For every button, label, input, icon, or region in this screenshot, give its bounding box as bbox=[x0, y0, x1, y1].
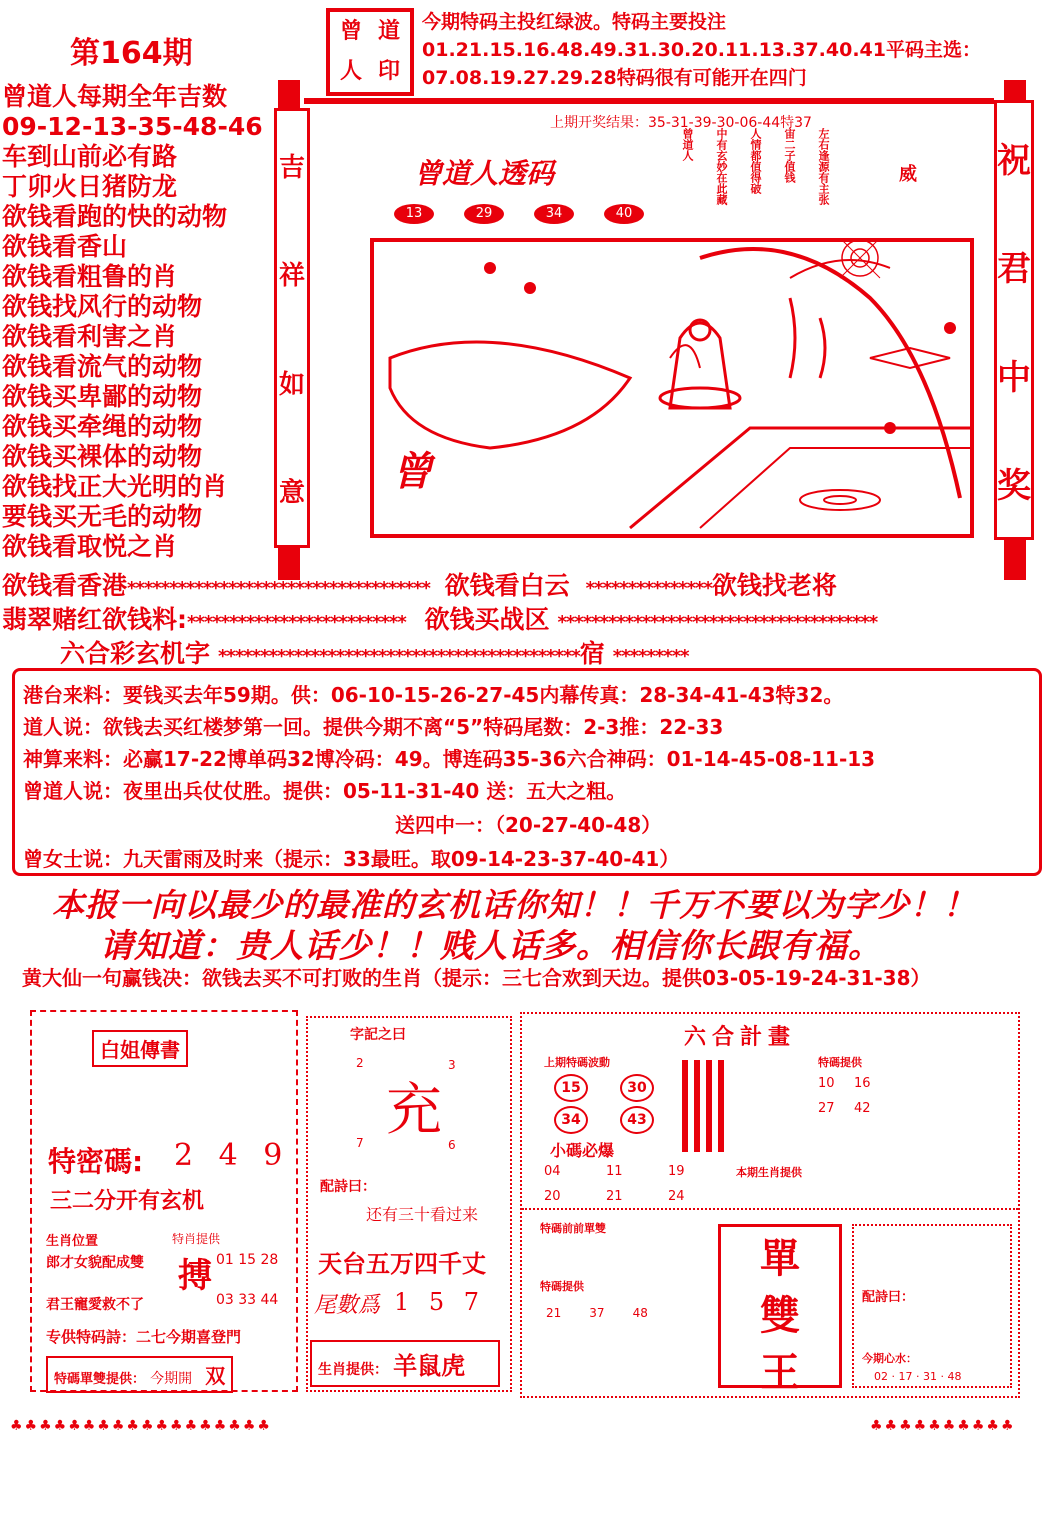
hint-label: 特肖提供 bbox=[172, 1232, 221, 1246]
poem-tail-label: 今期心水： bbox=[862, 1352, 917, 1365]
odd-even-label: 特碼前前單雙 bbox=[540, 1222, 606, 1235]
small-num: 19 bbox=[668, 1164, 685, 1179]
list-item: 欲钱看取悦之肖 bbox=[2, 532, 178, 561]
clue: 郎才女貌配成雙 bbox=[46, 1255, 144, 1271]
pillar-char: 如 bbox=[278, 369, 305, 400]
small-num: 21 bbox=[606, 1189, 623, 1204]
wave-num: 34 bbox=[554, 1106, 588, 1134]
special-num: 16 bbox=[854, 1076, 871, 1091]
hint-nums: 03 33 44 bbox=[216, 1292, 279, 1308]
list-item: 欲钱买裸体的动物 bbox=[2, 442, 203, 471]
clue-text: 六合彩玄机字 bbox=[60, 639, 211, 668]
slogan-line: 请知道：贵人话少！！贱人话多。相信你长跟有福。 bbox=[100, 926, 882, 965]
list-item: 欲钱看粗鲁的肖 bbox=[2, 262, 178, 291]
riddle: 三二分开有玄机 bbox=[50, 1189, 205, 1214]
wave-num: 30 bbox=[620, 1074, 654, 1102]
ball-number: 13 bbox=[394, 204, 434, 224]
last-wave-label: 上期特碼波動 bbox=[544, 1056, 610, 1069]
provide-nums bbox=[546, 1306, 648, 1320]
clue-text: 欲钱看白云 bbox=[444, 571, 570, 600]
small-num: 11 bbox=[606, 1164, 623, 1179]
zodiac-value: 羊鼠虎 bbox=[393, 1352, 466, 1380]
poster-balls bbox=[394, 204, 644, 224]
corner-num: 3 bbox=[448, 1058, 456, 1072]
list-item: 欲钱看跑的快的动物 bbox=[2, 202, 228, 231]
list-item: 欲钱买牵绳的动物 bbox=[2, 412, 203, 441]
left-pillar bbox=[274, 108, 310, 548]
huang-da-xian-line: 黄大仙一句赢钱决：欲钱去买不可打败的生肖（提示：三七合欢到天边。提供03-05-19-24-31-38） bbox=[22, 966, 931, 990]
provide-num: 21 bbox=[546, 1306, 562, 1320]
list-item: 欲钱看利害之肖 bbox=[2, 322, 178, 351]
panel-left bbox=[30, 1010, 298, 1392]
clue-text: 欲钱看香港 bbox=[2, 571, 128, 600]
odd-even-value: 双 bbox=[205, 1364, 226, 1388]
side-text: 宙二子值钱 bbox=[783, 128, 796, 183]
side-text: 中有玄妙在此藏 bbox=[715, 128, 728, 205]
date-label: 字記之曰 bbox=[350, 1027, 406, 1043]
list-item: 丁卯火日猪防龙 bbox=[2, 172, 178, 201]
odd-even-label: 特碼單雙提供： bbox=[54, 1372, 146, 1387]
info-box bbox=[12, 668, 1042, 876]
issue-number: 第164期 bbox=[70, 36, 193, 71]
star-line-1 bbox=[2, 566, 837, 602]
side-text: 左右逢源有主张 bbox=[817, 128, 830, 205]
poster-seal-char: 威 bbox=[899, 164, 917, 185]
odd-even-king-box bbox=[718, 1224, 842, 1396]
wave-num: 43 bbox=[620, 1106, 654, 1134]
special-code-nums: 2 4 9 bbox=[174, 1138, 291, 1173]
decor-hearts: ♣♣♣♣♣♣♣♣♣♣♣♣♣♣♣♣♣♣ bbox=[10, 1418, 272, 1434]
small-code-label: 小碼必爆 bbox=[550, 1141, 615, 1160]
pillar-char: 奖 bbox=[997, 466, 1031, 507]
info-row: 送四中一：（20-27-40-48） bbox=[395, 813, 662, 837]
side-text: 人情都值得破 bbox=[749, 128, 762, 194]
big-char: 充 bbox=[386, 1078, 442, 1143]
corner-num: 2 bbox=[356, 1056, 364, 1070]
bars-graphic bbox=[682, 1060, 802, 1152]
special-num: 10 bbox=[818, 1076, 835, 1091]
zodiac-label: 生肖提供： bbox=[318, 1362, 388, 1378]
poster-top-bar bbox=[304, 98, 994, 104]
poster-side-text bbox=[679, 128, 831, 205]
list-item: 车到山前必有路 bbox=[2, 142, 178, 171]
ball-number: 40 bbox=[604, 204, 644, 224]
hint-nums: 01 15 28 bbox=[216, 1252, 279, 1268]
stars: ************************** bbox=[187, 612, 406, 633]
info-row: 道人说：欲钱去买红楼梦第一回。提供今期不离“5”特码尾数：2-3推：22-33 bbox=[23, 715, 724, 739]
hint-big-char: 搏 bbox=[178, 1256, 212, 1296]
special-code-label: 特密碼: bbox=[48, 1145, 144, 1178]
clue: 生肖位置 bbox=[46, 1234, 99, 1249]
poem: 还有三十看过来 bbox=[366, 1205, 479, 1224]
list-item: 曾道人每期全年吉数 bbox=[2, 82, 228, 111]
special-provide-label: 特碼提供 bbox=[540, 1280, 584, 1293]
clue-text: 欲钱买战区 bbox=[424, 605, 550, 634]
small-num: 24 bbox=[668, 1189, 685, 1204]
poem-box bbox=[852, 1224, 1012, 1388]
small-num: 04 bbox=[544, 1164, 561, 1179]
odd-even-prefix: 今期開 bbox=[150, 1371, 193, 1387]
panel-title: 六合計畫 bbox=[684, 1025, 797, 1050]
info-row: 神算来料：必赢17-22博单码32博冷码：49。博连码35-36六合神码：01-14-45-08-11-13 bbox=[23, 747, 876, 771]
provide-num: 48 bbox=[632, 1306, 648, 1320]
tail-label: 尾數爲 bbox=[314, 1293, 381, 1318]
right-pillar bbox=[994, 100, 1034, 540]
info-row: 港台来料：要钱买去年59期。供：06-10-15-26-27-45内幕传真：28-34-41-43特32。 bbox=[23, 683, 844, 707]
info-row: 曾女士说：九天雷雨及时来（提示：33最旺。取09-14-23-37-40-41） bbox=[23, 847, 680, 871]
title-stamp: 白姐傳書 bbox=[92, 1030, 188, 1067]
seal-char: 印 bbox=[377, 59, 400, 84]
big-line: 天台五万四千丈 bbox=[318, 1250, 486, 1278]
stars: ********* bbox=[612, 646, 689, 667]
list-item: 要钱买无毛的动物 bbox=[2, 502, 203, 531]
corner-num: 6 bbox=[448, 1138, 456, 1152]
stars: ************************************ bbox=[127, 578, 430, 599]
side-text: 曾道人 bbox=[681, 128, 694, 161]
wave-num: 15 bbox=[554, 1074, 588, 1102]
clue-text: 欲钱找老将 bbox=[711, 571, 837, 600]
big-char: 王 bbox=[760, 1350, 800, 1396]
list-item: 欲钱找风行的动物 bbox=[2, 292, 203, 321]
special-num: 27 bbox=[818, 1101, 835, 1116]
decor-hearts: ♣♣♣♣♣♣♣♣♣♣ bbox=[870, 1418, 1016, 1434]
seal-char: 人 bbox=[339, 59, 362, 84]
special-grid bbox=[818, 1076, 890, 1116]
list-item: 欲钱看香山 bbox=[2, 232, 128, 261]
panel-middle bbox=[306, 1016, 512, 1392]
list-item: 欲钱看流气的动物 bbox=[2, 352, 203, 381]
stars: *************** bbox=[585, 578, 712, 599]
info-row: 曾道人说：夜里出兵仗仗胜。提供：05-11-31-40 送：五大之粗。 bbox=[23, 779, 627, 803]
odd-even-box bbox=[46, 1356, 233, 1393]
clue-text: 翡翠赌红欲钱料: bbox=[2, 605, 187, 634]
special-poem: 专供特码詩：二七今期喜登門 bbox=[46, 1328, 242, 1346]
clue-text: 宿 bbox=[579, 639, 605, 668]
star-line-3 bbox=[60, 634, 689, 670]
pillar-char: 中 bbox=[997, 357, 1031, 398]
list-item: 09-12-13-35-48-46 bbox=[2, 112, 263, 141]
pillar-char: 祥 bbox=[278, 261, 305, 292]
list-item: 欲钱找正大光明的肖 bbox=[2, 472, 228, 501]
poem-label: 配詩曰： bbox=[320, 1179, 376, 1195]
small-num: 20 bbox=[544, 1189, 561, 1204]
poem-label: 配詩曰： bbox=[862, 1290, 915, 1305]
poster-illustration bbox=[370, 238, 980, 538]
list-item: 欲钱买卑鄙的动物 bbox=[2, 382, 203, 411]
poster-title: 曾道人透码 bbox=[414, 157, 555, 190]
ball-number: 34 bbox=[534, 204, 574, 224]
last-result: 上期开奖结果：35-31-39-30-06-44特37 bbox=[550, 115, 812, 131]
slogan-line: 本报一向以最少的最准的玄机话你知！！千万不要以为字少！！ bbox=[52, 886, 977, 924]
big-char: 雙 bbox=[760, 1293, 800, 1339]
pillar-char: 祝 bbox=[997, 140, 1031, 181]
zodiac-box bbox=[310, 1340, 500, 1387]
zodiac-label: 本期生肖提供 bbox=[736, 1166, 802, 1179]
special-num: 42 bbox=[854, 1101, 871, 1116]
stars: ******************************************* bbox=[218, 646, 580, 667]
pillar-char: 意 bbox=[278, 478, 305, 509]
provide-num: 37 bbox=[589, 1306, 605, 1320]
star-line-2 bbox=[2, 600, 877, 636]
corner-num: 7 bbox=[356, 1136, 364, 1150]
panel-title bbox=[92, 1030, 188, 1067]
left-tips-list bbox=[2, 82, 272, 562]
poster-sign: 曾 bbox=[392, 449, 432, 495]
ball-number: 29 bbox=[464, 204, 504, 224]
seal-char: 曾 bbox=[339, 19, 362, 44]
special-label: 特碼提供 bbox=[818, 1056, 862, 1069]
seal-char: 道 bbox=[377, 19, 400, 44]
poem-tail-nums: 02 · 17 · 31 · 48 bbox=[874, 1370, 962, 1383]
poster-frame bbox=[274, 80, 1034, 580]
panel-right bbox=[520, 1012, 1020, 1398]
big-char: 單 bbox=[760, 1236, 800, 1282]
top-notice: 今期特码主投红绿波。特码主要投注01.21.15.16.48.49.31.30.20.11.13.37.40.41平码主选：07.08.19.27.29.28特码很有可能开在四门 bbox=[422, 11, 981, 89]
clue: 君王寵愛救不了 bbox=[46, 1297, 144, 1313]
stars: ************************************** bbox=[557, 612, 878, 633]
divider bbox=[522, 1208, 1018, 1210]
small-code-grid bbox=[544, 1164, 730, 1204]
tail-nums: 1 5 7 bbox=[394, 1288, 486, 1316]
pillar-char: 君 bbox=[997, 249, 1031, 290]
pillar-char: 吉 bbox=[278, 152, 305, 183]
